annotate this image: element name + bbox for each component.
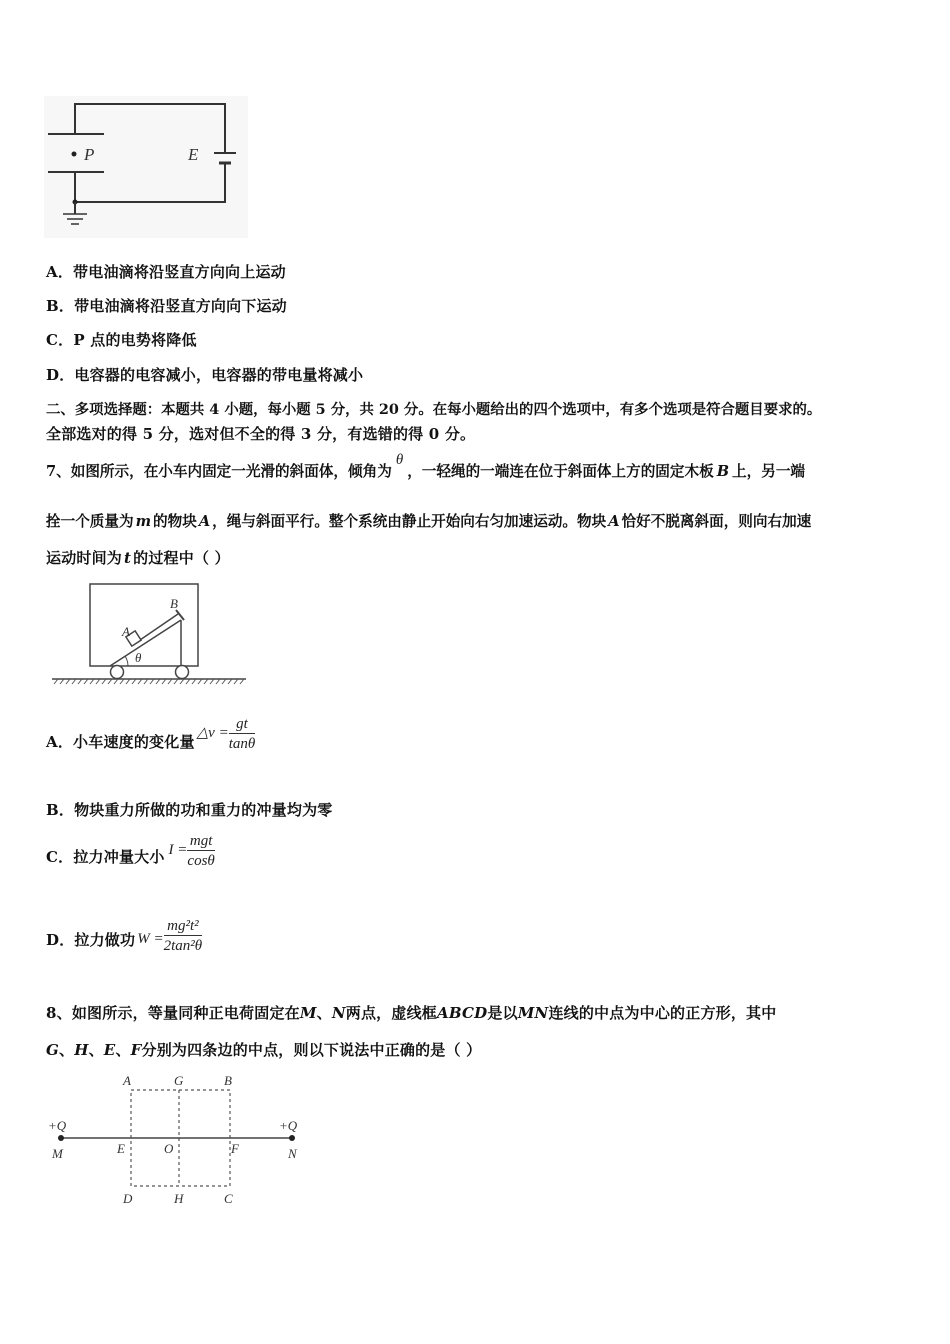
q8-var-n: N xyxy=(331,1004,346,1022)
formula-denominator: tanθ xyxy=(228,736,256,752)
q6-option-a[interactable]: A．带电油滴将沿竖直方向向上运动 xyxy=(46,263,286,281)
q7-stem-text: 上，另一端 xyxy=(732,463,806,480)
q7-var-a: A xyxy=(198,513,211,530)
q7-option-a[interactable] xyxy=(46,715,255,754)
label-m: M xyxy=(52,1146,63,1161)
q8-var-g: G xyxy=(46,1041,60,1059)
label-block-a: A xyxy=(122,624,130,639)
label-d: D xyxy=(123,1191,133,1206)
formula-fraction xyxy=(187,832,214,871)
q7-stem-text: 拴一个质量为 xyxy=(46,513,134,530)
formula-lhs: W = xyxy=(137,931,164,947)
q7-stem-text: 运动时间为 xyxy=(46,549,123,567)
wheel-right xyxy=(176,666,189,679)
label-c: C xyxy=(224,1191,233,1206)
cart-body xyxy=(90,584,198,666)
formula-denominator: cosθ xyxy=(187,853,215,869)
charge-m xyxy=(58,1135,64,1141)
charge-n xyxy=(289,1135,295,1141)
label-board-b: B xyxy=(170,596,178,611)
q7-var-b: B xyxy=(716,463,730,480)
q8-stem-text: 是以 xyxy=(487,1004,518,1022)
q6-option-b[interactable]: B．带电油滴将沿竖直方向向下运动 xyxy=(46,297,287,315)
label-plus-q-left: +Q xyxy=(48,1118,67,1133)
label-n: N xyxy=(288,1146,297,1161)
q8-var-f: F xyxy=(130,1041,142,1059)
q6-option-c[interactable]: C．P 点的电势将降低 xyxy=(46,331,197,349)
q8-stem-line1 xyxy=(46,1002,776,1023)
label-f: F xyxy=(231,1141,239,1156)
q7-stem-text: 7、如图所示，在小车内固定一光滑的斜面体，倾角为 xyxy=(46,463,392,480)
q7-option-b[interactable]: B．物块重力所做的功和重力的冲量均为零 xyxy=(46,801,333,819)
q7-stem-line2 xyxy=(46,510,811,531)
q7-option-c-text: C．拉力冲量大小 xyxy=(46,848,165,866)
wheel-left xyxy=(111,666,124,679)
label-b: B xyxy=(224,1073,232,1088)
formula-fraction xyxy=(229,715,256,754)
q7-stem-text: 的物块 xyxy=(153,513,197,530)
theta-symbol: θ xyxy=(395,452,404,468)
q8-stem-text: 、 xyxy=(316,1004,332,1022)
q7-stem-text: ，一轻绳的一端连在位于斜面体上方的固定木板 xyxy=(407,463,714,480)
angle-arc xyxy=(125,656,128,666)
q7-stem-text: 的过程中（ ） xyxy=(133,549,230,567)
q8-stem-text: 、 xyxy=(115,1041,131,1059)
charges-square-figure xyxy=(44,1068,308,1210)
q8-stem-text: 连线的中点为中心的正方形，其中 xyxy=(548,1004,777,1022)
q8-stem-text: 两点，虚线框 xyxy=(345,1004,437,1022)
q8-stem-text: 8、如图所示，等量同种正电荷固定在 xyxy=(46,1004,300,1022)
q8-stem-text: 分别为四条边的中点，则以下说法中正确的是（ ） xyxy=(141,1041,482,1059)
formula-numerator: gt xyxy=(229,715,256,734)
incline-surface xyxy=(110,620,181,666)
label-theta: θ xyxy=(135,650,142,665)
q7-stem-line3 xyxy=(46,547,230,568)
q7-option-d-text: D．拉力做功 xyxy=(46,931,136,949)
q8-var-abcd: ABCD xyxy=(436,1004,488,1022)
q7-stem-text: ，绳与斜面平行。整个系统由静止开始向右匀加速运动。物块 xyxy=(212,513,607,530)
formula-denominator: 2tan²θ xyxy=(163,938,203,954)
q7-stem-line1 xyxy=(46,452,806,481)
formula-fraction xyxy=(164,917,203,956)
q8-stem-line2 xyxy=(46,1039,481,1060)
q7-var-m: m xyxy=(135,513,152,530)
oil-drop-dot xyxy=(72,152,77,157)
q8-stem-text: 、 xyxy=(88,1041,104,1059)
point-p-label: P xyxy=(84,145,95,164)
q8-stem-text: 、 xyxy=(59,1041,75,1059)
emf-label: E xyxy=(188,145,199,164)
q6-option-d[interactable]: D．电容器的电容减小，电容器的带电量将减小 xyxy=(46,366,364,384)
formula-lhs: △v = xyxy=(196,725,229,741)
q7-option-c[interactable] xyxy=(46,832,215,871)
label-plus-q-right: +Q xyxy=(279,1118,298,1133)
q7-stem-text: 恰好不脱离斜面，则向右加速 xyxy=(621,513,812,530)
cart-incline-figure xyxy=(48,580,248,688)
q7-option-a-text: A．小车速度的变化量 xyxy=(46,733,195,751)
q8-var-mn: MN xyxy=(517,1004,549,1022)
formula-numerator: mg²t² xyxy=(164,917,203,936)
q8-var-m: M xyxy=(299,1004,317,1022)
label-o: O xyxy=(164,1141,174,1156)
formula-lhs: I = xyxy=(168,842,188,858)
capacitor-circuit-figure xyxy=(44,96,248,238)
q7-option-d[interactable] xyxy=(46,917,202,956)
q8-var-h: H xyxy=(74,1041,89,1059)
label-h: H xyxy=(174,1191,184,1206)
formula-numerator: mgt xyxy=(187,832,214,851)
q7-var-t: t xyxy=(124,549,132,567)
q7-var-a: A xyxy=(608,513,620,530)
section2-heading-line1: 二、多项选择题：本题共 4 小题，每小题 5 分，共 20 分。在每小题给出的四个选项中，有多个选项是符合题目要求的。 xyxy=(46,401,822,418)
label-e: E xyxy=(117,1141,125,1156)
rope xyxy=(140,614,178,640)
label-a: A xyxy=(123,1073,131,1088)
section2-heading-line2: 全部选对的得 5 分，选对但不全的得 3 分，有选错的得 0 分。 xyxy=(46,425,476,443)
label-g: G xyxy=(174,1073,184,1088)
q8-var-e: E xyxy=(103,1041,116,1059)
